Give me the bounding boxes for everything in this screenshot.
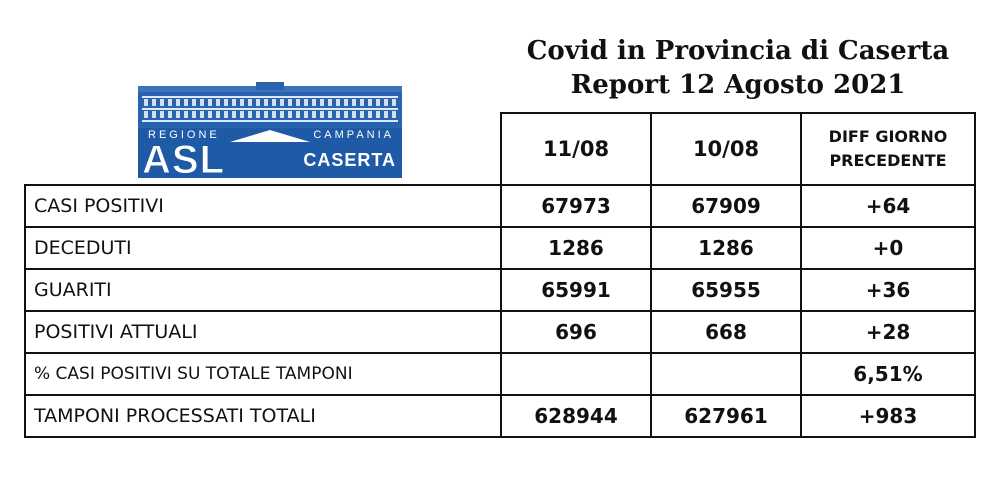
row-label: DECEDUTI <box>25 227 501 269</box>
row-label: CASI POSITIVI <box>25 185 501 227</box>
table-row <box>25 227 975 269</box>
table-row <box>25 185 975 227</box>
report-title <box>500 34 976 102</box>
row-value-date-1: 696 <box>501 311 651 353</box>
row-value-date-1: 628944 <box>501 395 651 437</box>
table-row <box>25 353 975 395</box>
column-header-date-1: 11/08 <box>501 113 651 185</box>
row-value-diff: +0 <box>801 227 975 269</box>
row-value-date-1: 65991 <box>501 269 651 311</box>
row-value-date-2: 1286 <box>651 227 801 269</box>
column-header-diff-line2: PRECEDENTE <box>829 151 947 170</box>
row-value-diff: +983 <box>801 395 975 437</box>
column-header-diff-line1: DIFF GIORNO <box>828 127 948 146</box>
table-row <box>25 311 975 353</box>
logo-city: CASERTA <box>303 150 396 170</box>
table-header-row <box>25 113 975 185</box>
row-value-date-1: 1286 <box>501 227 651 269</box>
column-header-diff <box>801 113 975 185</box>
covid-report-table <box>24 112 976 438</box>
row-value-diff: +64 <box>801 185 975 227</box>
row-value-diff: +28 <box>801 311 975 353</box>
logo-region-right: CAMPANIA <box>313 129 394 141</box>
column-header-date-2: 10/08 <box>651 113 801 185</box>
row-label: GUARITI <box>25 269 501 311</box>
row-label: % CASI POSITIVI SU TOTALE TAMPONI <box>25 353 501 395</box>
row-value-date-2: 668 <box>651 311 801 353</box>
row-value-date-2: 67909 <box>651 185 801 227</box>
table-row <box>25 395 975 437</box>
header-blank-cell <box>25 113 501 185</box>
report-title-line1: Covid in Provincia di Caserta <box>526 36 950 66</box>
row-label: TAMPONI PROCESSATI TOTALI <box>25 395 501 437</box>
row-value-date-2 <box>651 353 801 395</box>
row-value-date-2: 65955 <box>651 269 801 311</box>
row-value-diff: 6,51% <box>801 353 975 395</box>
table-row <box>25 269 975 311</box>
logo-region-left: REGIONE <box>148 129 220 141</box>
logo-acronym: ASL <box>142 138 225 182</box>
row-label: POSITIVI ATTUALI <box>25 311 501 353</box>
row-value-diff: +36 <box>801 269 975 311</box>
row-value-date-1 <box>501 353 651 395</box>
row-value-date-2: 627961 <box>651 395 801 437</box>
report-title-line2: Report 12 Agosto 2021 <box>570 70 906 100</box>
row-value-date-1: 67973 <box>501 185 651 227</box>
